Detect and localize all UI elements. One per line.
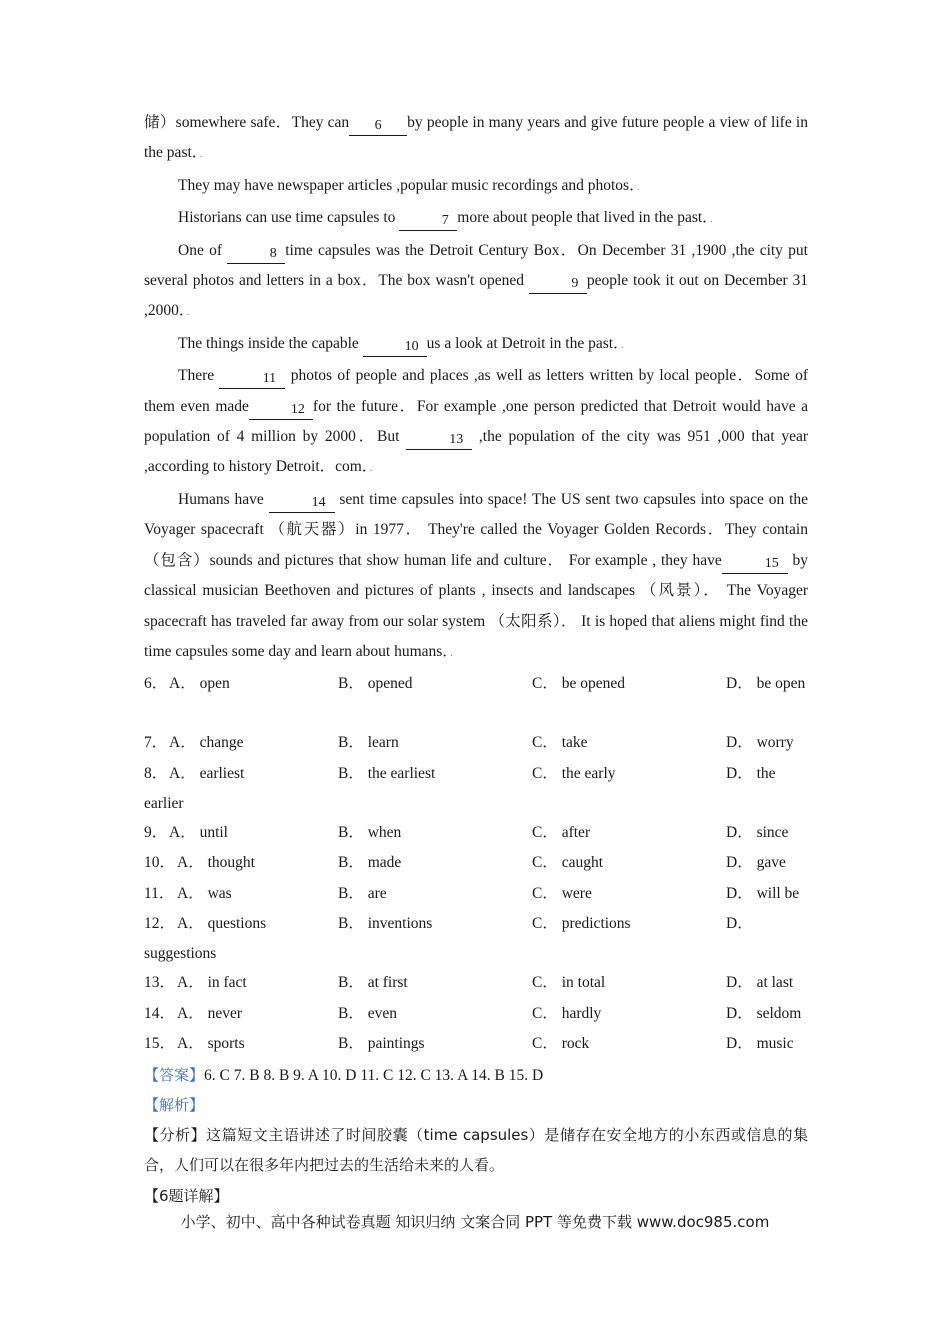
option-a[interactable]: A． until [169,823,228,841]
option-a[interactable]: A． sports [177,1035,245,1053]
detail-tag: 【6题详解】 [144,1186,229,1205]
passage-paragraph-6: There 11 photos of people and places ,as well as letters written by local people．Some of them even made 12 for the future．For example ,one person predicted that Detroit would have a population of 4 million by 2000．But 13 ,the population of the city was 951 ,000 that year ,according to history Detroit．com．． [144,367,809,476]
option-c[interactable]: C． caught [532,854,604,872]
option-d[interactable]: D． [726,915,753,933]
blank-7[interactable]: 7 [399,212,457,231]
option-d[interactable]: D． at last [726,974,794,992]
option-b[interactable]: B． learn [338,734,399,752]
option-a[interactable]: A． questions [177,915,267,933]
option-d[interactable]: D． will be [726,884,800,902]
blank-11[interactable]: 11 [219,370,285,389]
question-row-15: 15． A． sports B． paintings C． rock D． music [144,1029,808,1060]
option-c[interactable]: C． in total [532,974,606,992]
question-row-11: 11． A． was B． are C． were D． will be [144,879,808,910]
question-row-8: 8． A． earliest B． the earliest C． the early D． the earlier [144,759,808,818]
summary-text: 这篇短文主语讲述了时间胶囊（time capsules）是储存在安全地方的小东西或信息的集合，人们可以在很多年内把过去的生活给未来的人看。 [144,1125,808,1175]
blank-15[interactable]: 15 [722,555,788,574]
option-d[interactable]: D． be open [726,675,806,693]
passage-paragraph-4: One of 8 time capsules was the Detroit Century Box．On December 31 ,1900 ,the city put several photos and letters in a box．The box wasn't opened 9 people took it out on December 31 ,2000．． [144,241,808,320]
question-row-13: 13． A． in fact B． at first C． in total D． at last [144,968,808,999]
passage-paragraph-3: Historians can use time capsules to 7 more about people that lived in the past．． [144,203,808,235]
option-d[interactable]: D． worry [726,734,794,752]
question-row-12: 12． A． questions B． inventions C． predictions D． suggestions [144,909,808,968]
option-a[interactable]: A． open [169,675,230,693]
option-b[interactable]: B． when [338,823,402,841]
option-d-wrap: suggestions [144,945,217,963]
summary-tag: 【分析】 [144,1125,207,1144]
option-c[interactable]: C． after [532,823,591,841]
option-c[interactable]: C． be opened [532,675,625,693]
question-options [144,669,808,1060]
answer-text: 6. C 7. B 8. B 9. A 10. D 11. C 12. C 13. A 14. B 15. D [204,1066,544,1084]
blank-6[interactable]: 6 [349,117,407,136]
blank-13[interactable]: 13 [406,431,472,450]
blank-14[interactable]: 14 [269,494,335,513]
question-row-10: 10． A． thought B． made C． caught D． gave [144,848,808,879]
option-a[interactable]: A． never [177,1004,242,1022]
option-c[interactable]: C． were [532,884,592,902]
question-row-7: 7． A． change B． learn C． take D． worry [144,728,808,759]
passage-paragraph-5: The things inside the capable 10 us a look at Detroit in the past．． [144,329,808,361]
option-d[interactable]: D． seldom [726,1004,802,1022]
blank-8[interactable]: 8 [227,245,285,264]
option-d[interactable]: D． since [726,823,789,841]
blank-12[interactable]: 12 [249,401,313,420]
option-b[interactable]: B． opened [338,675,413,693]
option-c[interactable]: C． take [532,734,588,752]
option-b[interactable]: B． are [338,884,387,902]
passage-paragraph-7: Humans have 14 sent time capsules into space! The US sent two capsules into space on the Voyager spacecraft （航天器）in 1977． They're called the Voyager Golden Records．They contain （包含）sounds and pictures that show human life and culture． For example , they have 15 by classical musician Beethoven and pictures of plants , insects and landscapes （风景）． The Voyager spacecraft has traveled far away from our solar system （太阳系）． It is hoped that aliens might find the time capsules some day and learn about humans．． [144,490,809,660]
option-d[interactable]: D． gave [726,854,786,872]
option-a[interactable]: A． earliest [169,764,245,782]
question-row-14: 14． A． never B． even C． hardly D． seldom [144,999,808,1030]
answer-tag: 【答案】 [144,1065,205,1084]
option-c[interactable]: C． hardly [532,1004,602,1022]
summary-paragraph [144,1120,808,1181]
option-c[interactable]: C． rock [532,1035,590,1053]
page-footer: 小学、初中、高中各种试卷真题 知识归纳 文案合同 PPT 等免费下载 www.doc985.com [180,1213,770,1231]
option-a[interactable]: A． was [177,884,232,902]
option-d[interactable]: D． music [726,1035,794,1053]
answer-line [144,1060,808,1090]
passage-paragraph-1: 储）somewhere safe．They can 6 by people in many years and give future people a view of life in the past．． [144,114,808,162]
blank-10[interactable]: 10 [363,338,427,357]
blank-9[interactable]: 9 [529,275,587,294]
option-c[interactable]: C． predictions [532,915,631,933]
document-body [144,108,808,1211]
question-row-9: 9． A． until B． when C． after D． since [144,818,808,849]
option-a[interactable]: A． change [169,734,244,752]
detail-line [144,1181,808,1211]
option-b[interactable]: B． made [338,854,402,872]
analysis-tag: 【解析】 [144,1095,205,1114]
passage-paragraph-2: They may have newspaper articles ,popular music recordings and photos．． [178,176,647,194]
option-b[interactable]: B． at first [338,974,408,992]
option-a[interactable]: A． in fact [177,974,247,992]
option-b[interactable]: B． even [338,1004,397,1022]
option-c[interactable]: C． the early [532,764,616,782]
option-d[interactable]: D． the [726,764,776,782]
analysis-line [144,1090,808,1120]
option-b[interactable]: B． the earliest [338,764,436,782]
question-row-6: 6． A． open B． opened C． be opened D． be open [144,669,808,728]
option-d-wrap: earlier [144,794,184,812]
option-b[interactable]: B． paintings [338,1035,425,1053]
option-b[interactable]: B． inventions [338,915,433,933]
option-a[interactable]: A． thought [177,854,255,872]
